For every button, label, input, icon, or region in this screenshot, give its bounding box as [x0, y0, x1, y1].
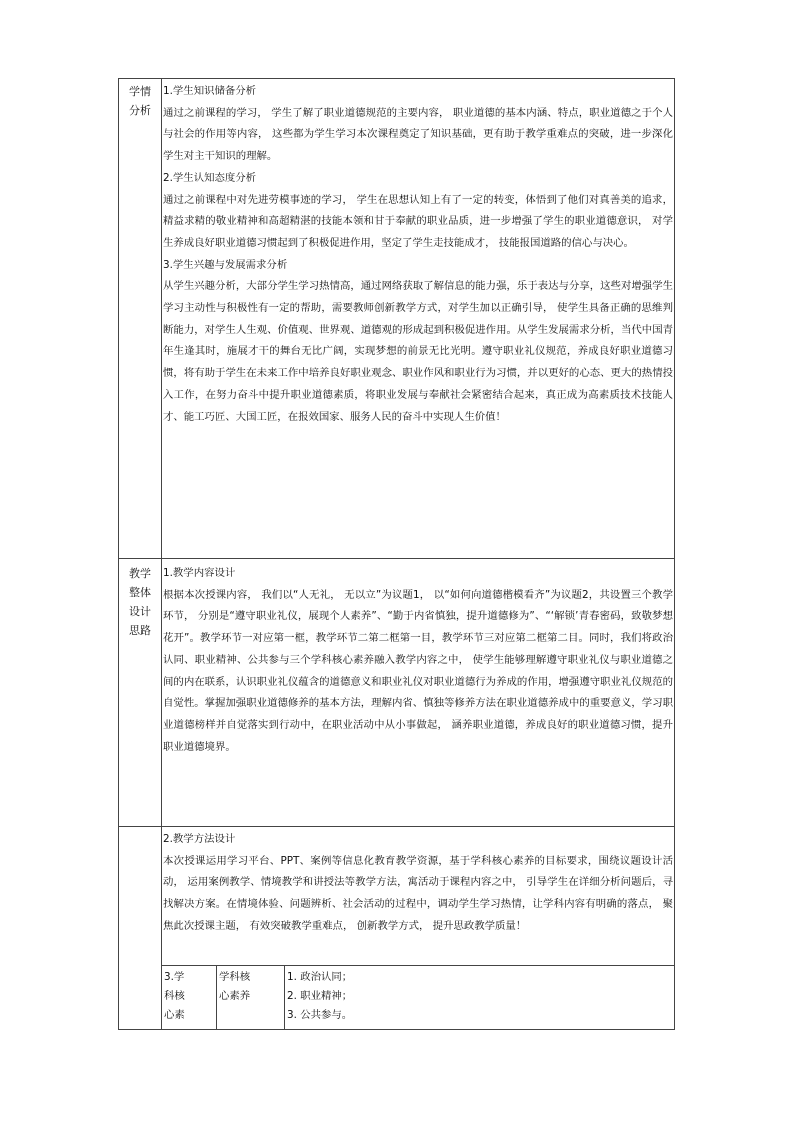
core-literacy-sublabel	[219, 968, 281, 1006]
row-label-line: 设计	[129, 605, 151, 618]
method-design-content	[163, 829, 673, 938]
row-divider-3	[161, 965, 675, 966]
design-approach-content	[163, 563, 673, 758]
subcell-divider-2	[284, 965, 285, 1029]
core-literacy-label	[164, 968, 214, 1025]
table-left-border	[118, 78, 119, 1029]
section-body-method-design: 本次授课运用学习平台、PPT、案例等信息化教育教学资源，基于学科核心素养的目标要求，围绕议题设计活动， 运用案例教学、情境教学和讲授法等教学方法，寓活动于课程内容之中， 引导学生在详细分析问题后，寻找解决方案。在情境体验、问题辨析、社会活动的过程中，调动学生学习热情，让学科内容有明确的落点， 聚焦此次授课主题， 有效突破教学重难点， 创新教学方式， 提升思政教学质量！	[163, 854, 673, 932]
core-literacy-sublabel-line: 学科核	[219, 971, 251, 983]
section-body-knowledge: 通过之前课程的学习， 学生了解了职业道德规范的主要内容， 职业道德的基本内涵、特点，职业道德之于个人与社会的作用等内容， 这些都为学生学习本次课程奠定了知识基础，更有助于教学重难点的突破，进一步深化学生对主干知识的理解。	[163, 106, 673, 163]
core-literacy-label-line: 3.学	[164, 971, 185, 983]
table-right-border	[674, 78, 675, 1029]
core-literacy-items	[287, 968, 671, 1025]
core-literacy-label-line: 科核	[164, 990, 185, 1002]
subcell-divider-1	[216, 965, 217, 1029]
core-literacy-item: 1. 政治认同；	[287, 971, 353, 983]
row-label-design-approach	[120, 564, 160, 640]
label-column-divider	[161, 78, 162, 1029]
core-literacy-item: 2. 职业精神；	[287, 990, 353, 1002]
row-divider-1	[118, 558, 675, 559]
table-top-border	[118, 78, 675, 79]
row-label-learning-analysis	[120, 82, 160, 120]
core-literacy-sublabel-line: 心素养	[219, 990, 251, 1002]
row-label-line: 教学	[129, 567, 151, 580]
section-title-knowledge: 1.学生知识储备分析	[163, 85, 257, 97]
learning-analysis-content	[163, 81, 673, 428]
section-body-content-design: 根据本次授课内容， 我们以“人无礼， 无以立”为议题1， 以“如何向道德楷模看齐”为议题2，共设置三个教学环节， 分别是“遵守职业礼仪，展现个人素养”、“勤于内省慎独，提升道德修为”、“‘解锁’青春密码，致敬梦想花开”。教学环节一对应第一框，教学环节二第二框第一目，教学环节三对应第二框第二目。同时，我们将政治认同、职业精神、公共参与三个学科核心素养融入教学内容之中， 使学生能够理解遵守职业礼仪与职业道德之间的内在联系，认识职业礼仪蕴含的道德意义和职业礼仪对职业道德行为养成的作用，增强遵守职业礼仪规范的自觉性。掌握加强职业道德修养的基本方法，理解内省、慎独等修养方法在职业道德养成中的重要意义，学习职业道德榜样并自觉落实到行动中，在职业活动中从小事做起， 涵养职业道德，养成良好的职业道德习惯，提升职业道德境界。	[163, 588, 673, 753]
row-label-line: 整体	[129, 586, 151, 599]
section-title-attitude: 2.学生认知态度分析	[163, 171, 257, 184]
row-label-line: 思路	[129, 624, 151, 637]
core-literacy-item: 3. 公共参与。	[287, 1009, 353, 1021]
section-title-content-design: 1.教学内容设计	[163, 567, 236, 579]
section-title-method-design: 2.教学方法设计	[163, 833, 236, 845]
row-divider-2	[118, 826, 675, 827]
table-bottom-border	[118, 1029, 675, 1030]
section-body-interest: 从学生兴趣分析，大部分学生学习热情高，通过网络获取了解信息的能力强，乐于表达与分享，这些对增强学生学习主动性与积极性有一定的帮助，需要教师创新教学方式，对学生加以正确引导， 使学生具备正确的思维判断能力，对学生人生观、价值观、世界观、道德观的形成起到积极促进作用。从学生发展需求分析，当代中国青年生逢其时，施展才干的舞台无比广阔，实现梦想的前景无比光明。遵守职业礼仪规范，养成良好职业道德习惯，将有助于学生在未来工作中培养良好职业观念、职业作风和职业行为习惯，并以更好的心态、更大的热情投入工作，在努力奋斗中提升职业道德素质，将职业发展与奉献社会紧密结合起来，真正成为高素质技术技能人才、能工巧匠、大国工匠，在报效国家、服务人民的奋斗中实现人生价值！	[163, 280, 673, 423]
section-title-interest: 3.学生兴趣与发展需求分析	[163, 258, 288, 271]
row-label-line: 分析	[129, 104, 151, 117]
section-body-attitude: 通过之前课程中对先进劳模事迹的学习， 学生在思想认知上有了一定的转变，体悟到了他们对真善美的追求， 精益求精的敬业精神和高超精湛的技能本领和甘于奉献的职业品质，进一步增强了学生的职业道德意识， 对学生养成良好职业道德习惯起到了积极促进作用，坚定了学生走技能成才， 技能报国道路的信心与决心。	[163, 193, 673, 249]
core-literacy-label-line: 心素	[164, 1009, 185, 1021]
row-label-line: 学情	[129, 85, 151, 98]
